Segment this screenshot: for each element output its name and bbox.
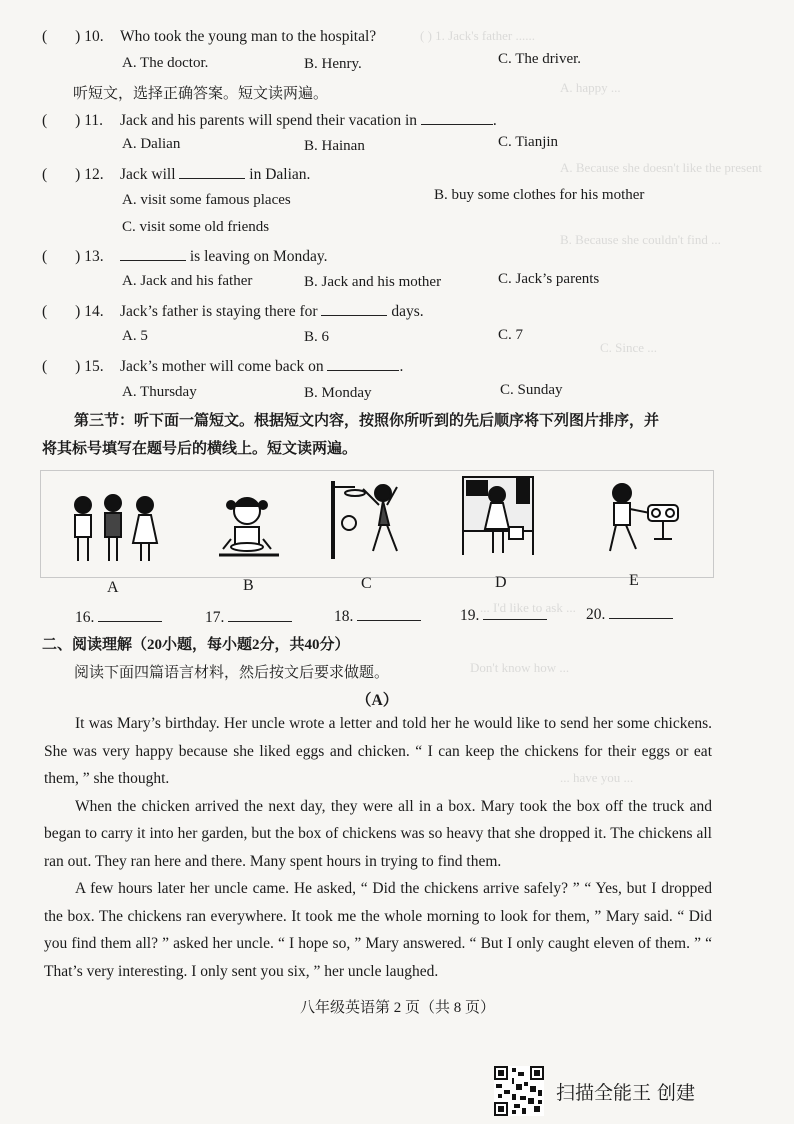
option-a[interactable]: A. Dalian (122, 136, 181, 152)
answer-blank[interactable] (609, 604, 673, 619)
picture-label-c: C (361, 575, 372, 592)
question-15: ( ) 15. Jack’s mother will come back on . (42, 358, 404, 375)
passage-paragraph: It was Mary’s birthday. Her uncle wrote a letter and told her he would like to send her some chickens. She was very happy because she liked eggs and chicken. “ I can keep the chickens for their eggs or eat them, ” she thought. (44, 715, 712, 787)
option-b[interactable]: B. Jack and his mother (304, 274, 442, 290)
option-c[interactable]: C. Tianjin (498, 134, 559, 150)
question-11: ( ) 11. Jack and his parents will spend their vacation in . (42, 112, 497, 129)
answer-blank[interactable] (228, 607, 292, 622)
answer-blank[interactable] (357, 606, 421, 621)
option-a[interactable]: A. Jack and his father (122, 273, 253, 289)
section3-instruction-line1: 第三节：听下面一篇短文。根据短文内容，按照你所听到的先后顺序将下列图片排序，并 (74, 413, 660, 429)
picture-label-e: E (629, 572, 639, 589)
picture-b-girl-eating (211, 493, 283, 565)
option-c[interactable]: C. visit some old friends (122, 219, 270, 235)
answer-paren[interactable]: ( ) 10. (42, 28, 104, 45)
fill-blank[interactable] (321, 301, 387, 316)
answer-20: 20. (586, 604, 673, 624)
passage-paragraph: When the chicken arrived the next day, they were all in a box. Mary took the box off the truck and began to carry it into her garden, but the box of chickens was so heavy that she dropped it. The chickens all ran out. They ran here and there. Many spent hours in trying to find them. (44, 797, 712, 870)
answer-paren[interactable]: ( ) 11. (42, 112, 104, 129)
option-b[interactable]: B. Hainan (304, 138, 365, 154)
answer-blank[interactable] (98, 607, 162, 622)
picture-a-people-talking (69, 493, 165, 565)
picture-label-a: A (107, 579, 119, 596)
option-b[interactable]: B. buy some clothes for his mother (434, 187, 645, 203)
passage-paragraph: A few hours later her uncle came. He asked, “ Did the chickens arrive safely? ” “ Yes, but I dropped the box. The chickens ran everywhere. It took me the whole morning to look for them, ” Mary said. “ Did you find them all? ” asked her uncle. “ I hope so, ” Mary answered. “ But I only caught eleven of them. ” “ That’s very interesting. I only sent you six, ” her uncle laughed. (44, 880, 712, 980)
option-c[interactable]: C. Jack’s parents (498, 271, 600, 287)
option-a[interactable]: A. Thursday (122, 384, 197, 400)
picture-label-b: B (243, 577, 254, 594)
section3-instruction-line2: 将其标号填写在题号后的横线上。短文读两遍。 (42, 441, 358, 457)
question-12: ( ) 12. Jack will in Dalian. (42, 166, 311, 183)
passage-label: （A） (356, 692, 399, 709)
picture-e-boy-radio (596, 479, 686, 559)
fill-blank[interactable] (327, 356, 399, 371)
option-b[interactable]: B. 6 (304, 329, 330, 345)
answer-paren[interactable]: ( ) 12. (42, 166, 104, 183)
passage-a (44, 710, 712, 985)
fill-blank[interactable] (120, 246, 186, 261)
scanner-watermark: 扫描全能王 创建 (556, 1082, 696, 1104)
question-stem: Who took the young man to the hospital? (120, 28, 377, 45)
part2-instruction: 阅读下面四篇语言材料，然后按文后要求做题。 (74, 665, 390, 681)
option-a[interactable]: A. 5 (122, 328, 148, 344)
answer-blank[interactable] (483, 605, 547, 620)
answer-paren[interactable]: ( ) 13. (42, 248, 104, 265)
question-13: ( ) 13. is leaving on Monday. (42, 248, 328, 265)
answer-paren[interactable]: ( ) 14. (42, 303, 104, 320)
option-c[interactable]: C. The driver. (498, 51, 582, 67)
option-b[interactable]: B. Monday (304, 385, 372, 401)
option-c[interactable]: C. Sunday (500, 382, 563, 398)
section-instruction: 听短文，选择正确答案。短文读两遍。 (73, 86, 329, 102)
picture-label-d: D (495, 574, 507, 591)
answer-19: 19. (460, 605, 547, 625)
option-a[interactable]: A. visit some famous places (122, 192, 291, 208)
answer-18: 18. (334, 606, 421, 626)
qr-code-icon (494, 1066, 544, 1116)
answer-paren[interactable]: ( ) 15. (42, 358, 104, 375)
fill-blank[interactable] (179, 164, 245, 179)
answer-17: 17. (205, 607, 292, 627)
answer-16: 16. (75, 607, 162, 627)
option-a[interactable]: A. The doctor. (122, 55, 209, 71)
picture-box (40, 470, 714, 596)
picture-c-basketball (329, 479, 415, 561)
fill-blank[interactable] (421, 110, 493, 125)
part2-title: 二、阅读理解（20小题，每小题2分，共40分） (42, 637, 350, 653)
option-c[interactable]: C. 7 (498, 327, 524, 343)
exam-page: ( ) 1. Jack's father ...... A. happy ... A. Because she doesn't like the present B. Because she couldn't find ... C. Since ... ... I'd like to ask ... Don't know how ... ... have you ... ( ) 10. Who took the young man to the hospital? A. The doctor. B. Henry. C. The driver. 听短文，选择正确答案。短文读两遍。 ( ) 11. Jack and his parents will spend their vacation in . A. Dalian B. Hainan C. Tianjin ( ) 12. Jack will in Dalian. A. visit some famous places B. buy some clothes for his mother C. visit some old friends ( ) 13. is leaving on Monday. A. Jack and his father B. Jack and his mother C. Jack’s parents ( ) 14. Jack’s father is staying there for days. A. 5 B. 6 C. 7 ( ) 15. Jack’s mother will come back on . A. Thursday B. Monday C. Sunday 第三节：听下面一篇短文。根据短文内容，按照你所听到的先后顺序将下列图片排序，并 将其标号填写在题号后的横线上。短文读两遍。 A B C D E 16. 17. 18. 19. 20. 二、阅读理解（20小题，每小题2分，共40分） 阅读下面四篇语言材料，然后按文后要求做题。 （A） It was Mary’s birthday. Her uncle wrote a letter and told her he would like to send her some chickens. She was very happy because she liked eggs and chicken. “ I can keep the chickens for their eggs or eat them, ” she thought. When the chicken arrived the next day, they were all in a box. Mary took the box off the truck and began to carry it into her garden, but the box of chickens was so heavy that she dropped it. The chickens all ran out. They ran here and there. Many spent hours in trying to find them. A few hours later her uncle came. He asked, “ Did the chickens arrive safely? ” “ Yes, but I dropped the box. The chickens ran everywhere. It took me the whole morning to look for them, ” Mary said. “ Did you find them all? ” asked her uncle. “ I hope so, ” Mary answered. “ But I only caught eleven of them. ” “ That’s very interesting. I only sent you six, ” her uncle laughed. 八年级英语第 2 页（共 8 页） 扫描全能王 创建 (0, 0, 794, 1124)
option-b[interactable]: B. Henry. (304, 56, 362, 72)
page-footer: 八年级英语第 2 页（共 8 页） (300, 1000, 496, 1016)
question-14: ( ) 14. Jack’s father is staying there for days. (42, 303, 424, 320)
picture-d-girl-shopping (461, 475, 537, 559)
question-10 (42, 28, 376, 46)
